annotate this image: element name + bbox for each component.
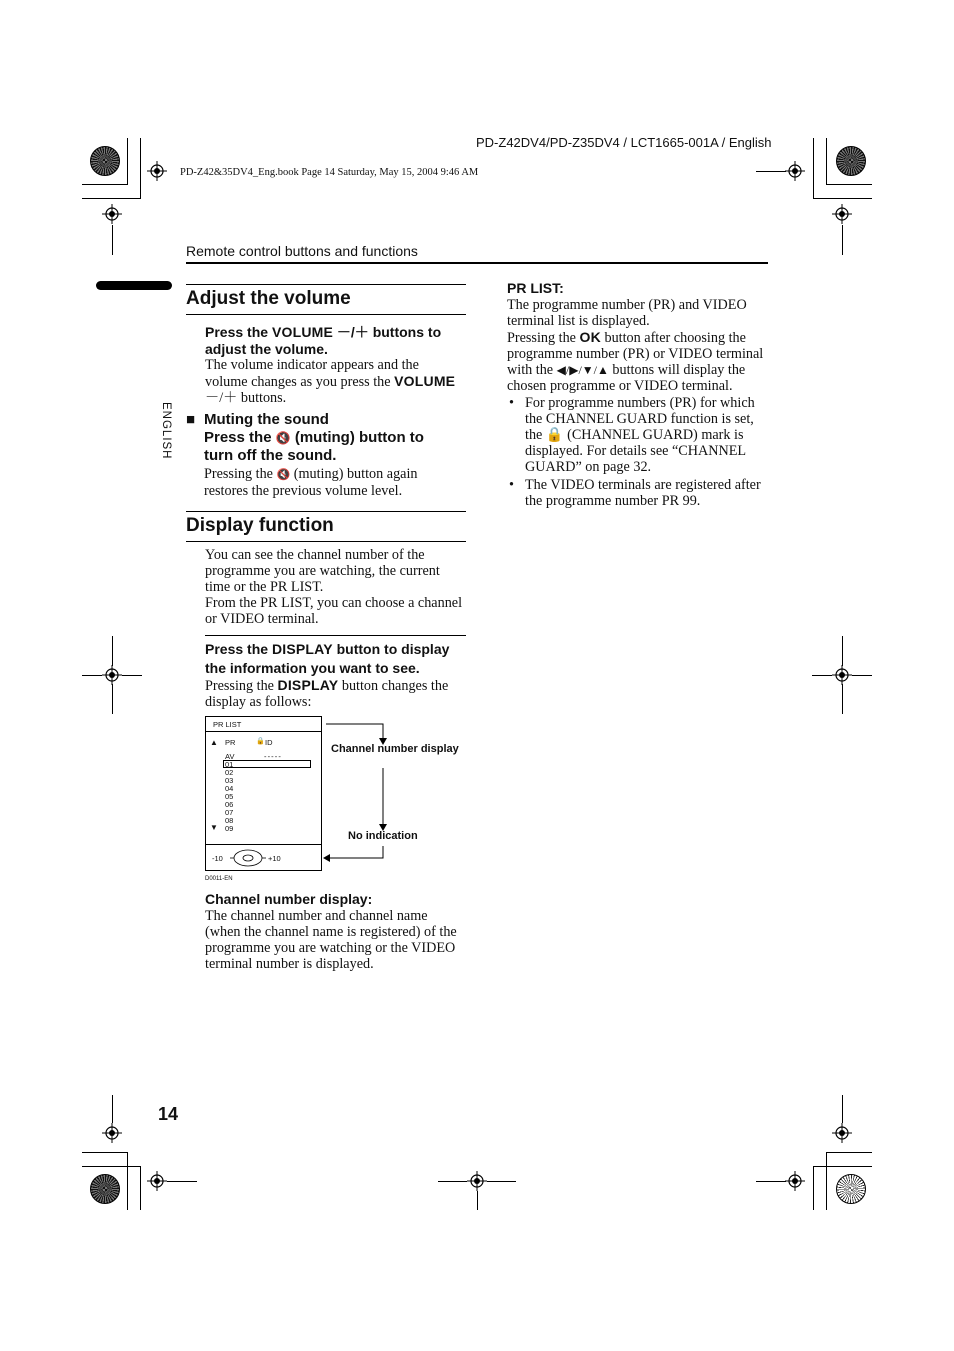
display-key-label: DISPLAY (271, 641, 333, 657)
registration-mark-icon (102, 665, 122, 685)
display-top-rule (186, 511, 466, 512)
registration-mark-icon (102, 204, 122, 224)
channel-display-heading: Channel number display: (205, 891, 373, 907)
channel-display-body: The channel number and channel name (when the channel name is registered) of the programme you are watching or the VIDEO terminal number is displayed. (205, 908, 457, 972)
plus-ten-label: +10 (268, 854, 281, 863)
color-target-icon (90, 1174, 120, 1204)
column-pr: PR (225, 738, 236, 747)
header-rule (186, 262, 768, 264)
list-item: 07 (225, 808, 234, 817)
flow-arrows (320, 718, 390, 878)
bullet-square: ■ (186, 411, 196, 428)
display-bottom-rule (186, 541, 466, 542)
list-item: 02 (225, 768, 234, 777)
registration-mark-icon (832, 204, 852, 224)
book-info-line: PD-Z42&35DV4_Eng.book Page 14 Saturday, May 15, 2004 9:46 AM (180, 167, 479, 178)
muting-heading: Muting the sound (204, 411, 329, 428)
down-arrow-icon: ▼ (210, 823, 218, 832)
color-target-icon (836, 146, 866, 176)
display-instruction: Press the DISPLAY button to display the information you want to see. (205, 641, 450, 676)
volume-top-rule (186, 284, 466, 285)
id-dashes: - - - - - (264, 752, 281, 761)
mute-icon: 🔇 (276, 469, 291, 481)
ok-key-label: OK (579, 329, 601, 345)
minus-ten-label: -10 (212, 854, 223, 863)
registration-mark-icon (147, 1171, 167, 1191)
model-line: PD-Z42DV4/PD-Z35DV4 / LCT1665-001A / English (476, 135, 772, 150)
up-arrow-icon: ▲ (210, 738, 218, 747)
display-key-label: DISPLAY (277, 677, 339, 693)
list-item: 09 (225, 824, 234, 833)
display-body: Pressing the DISPLAY button changes the display as follows: (205, 677, 449, 710)
list-item: AV (225, 752, 235, 761)
page-number: 14 (158, 1104, 179, 1124)
volume-key-label: VOLUME (271, 324, 334, 340)
registration-mark-icon (102, 1123, 122, 1143)
list-item: 06 (225, 800, 234, 809)
arrow-keys-label: ◀/▶/▼/▲ (556, 363, 609, 377)
volume-key-label: VOLUME (394, 373, 456, 389)
mute-icon: 🔇 (275, 431, 291, 445)
registration-mark-icon (785, 1171, 805, 1191)
color-target-icon (836, 1174, 866, 1204)
volume-bottom-rule (186, 314, 466, 315)
volume-heading: Adjust the volume (186, 288, 351, 309)
column-id: ID (265, 738, 273, 747)
registration-mark-icon (467, 1171, 487, 1191)
language-tab: ENGLISH (160, 402, 172, 460)
volume-instruction: Press the VOLUME －/＋ buttons to adjust the volume. (205, 324, 442, 357)
list-item: • The VIDEO terminals are registered after the programme number PR 99. (507, 477, 769, 509)
pr-list-body: The programme number (PR) and VIDEO terminal list is displayed. Pressing the OK button after choosing the programme number (PR) or VIDEO terminal with the ◀/▶/▼/▲ buttons will display the chosen programme or VIDEO terminal. (507, 297, 764, 394)
registration-mark-icon (785, 161, 805, 181)
list-item: 05 (225, 792, 234, 801)
list-item: 04 (225, 784, 234, 793)
display-heading: Display function (186, 515, 334, 536)
channel-display-label: Channel number display (331, 743, 459, 755)
image-code: D0011-EN (205, 876, 233, 882)
instruction-rule (205, 635, 466, 636)
lock-icon: 🔒 (256, 738, 265, 745)
side-tab-bar (96, 281, 172, 290)
list-item: 03 (225, 776, 234, 785)
display-intro: You can see the channel number of the programme you are watching, the current time or the PR LIST. From the PR LIST, you can choose a channel or VIDEO terminal. (205, 547, 463, 627)
registration-mark-icon (832, 1123, 852, 1143)
registration-mark-icon (832, 665, 852, 685)
dpad-icon (230, 848, 266, 868)
list-item: 01 (225, 760, 234, 769)
minus-plus-label: －/＋ (336, 324, 369, 340)
selection-highlight (223, 760, 311, 768)
registration-mark-icon (147, 161, 167, 181)
list-item: 08 (225, 816, 234, 825)
volume-body: The volume indicator appears and the volume changes as you press the VOLUME －/＋ buttons. (205, 357, 456, 406)
pr-list-box-title: PR LIST (213, 720, 242, 729)
section-header: Remote control buttons and functions (186, 243, 418, 259)
pr-list-heading: PR LIST: (507, 280, 564, 296)
pr-list-screen (205, 716, 322, 871)
color-target-icon (90, 146, 120, 176)
pr-list-notes (507, 395, 769, 511)
no-indication-label: No indication (348, 830, 418, 842)
muting-section: ■ Muting the sound Press the 🔇 (muting) button to turn off the sound. Pressing the 🔇 (muting) button again restores the previous volume level. (186, 411, 424, 499)
list-item: • For programme numbers (PR) for which the CHANNEL GUARD function is set, the 🔒 (CHANNEL GUARD) mark is displayed. For details see “CHANNEL GUARD” on page 32. (507, 395, 769, 475)
